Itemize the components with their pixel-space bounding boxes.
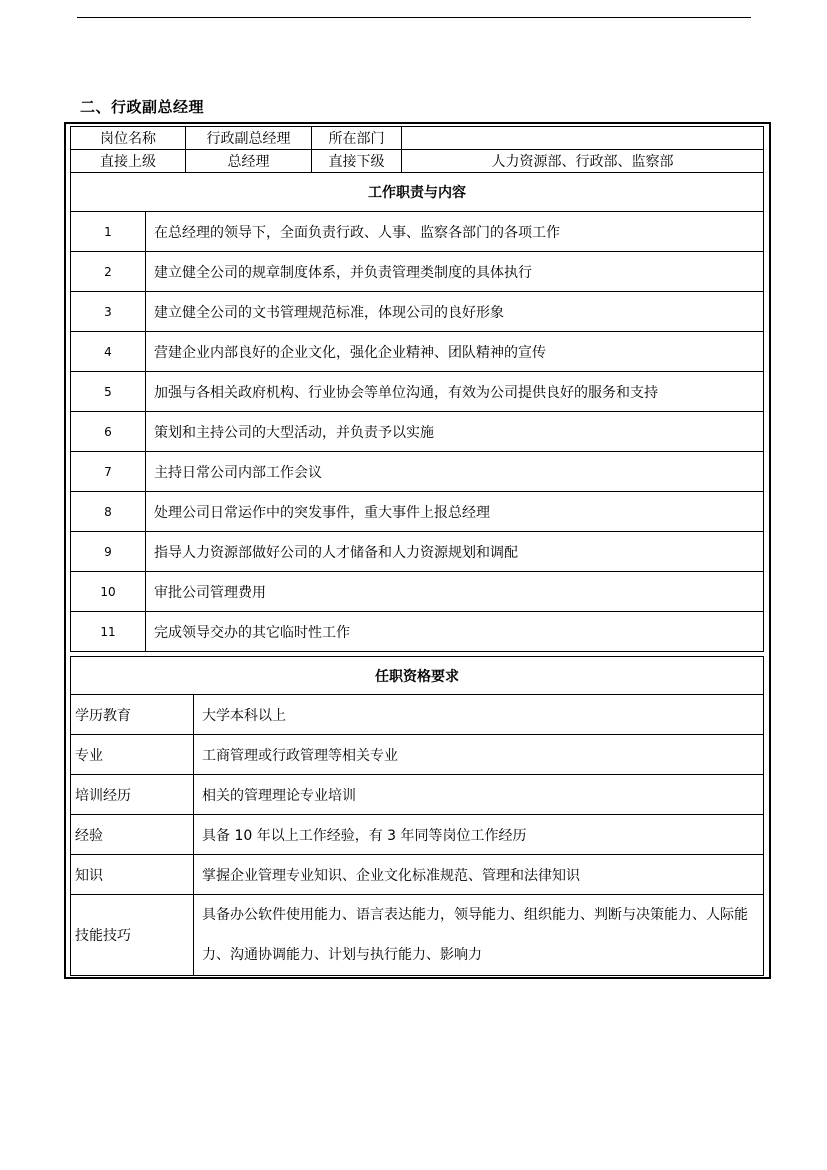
requirement-label: 专业 [71, 735, 194, 775]
subordinate-label: 直接下级 [312, 150, 402, 173]
duty-text: 完成领导交办的其它临时性工作 [146, 612, 764, 652]
duty-number: 8 [71, 492, 146, 532]
duty-text: 主持日常公司内部工作会议 [146, 452, 764, 492]
requirement-label: 技能技巧 [71, 895, 194, 976]
requirement-value: 具备办公软件使用能力、语言表达能力，领导能力、组织能力、判断与决策能力、人际能力、沟通协调能力、计划与执行能力、影响力 [194, 895, 764, 976]
requirements-table [70, 656, 764, 976]
duty-text: 审批公司管理费用 [146, 572, 764, 612]
duty-number: 11 [71, 612, 146, 652]
requirement-value: 工商管理或行政管理等相关专业 [194, 735, 764, 775]
position-label: 岗位名称 [71, 127, 186, 150]
duty-number: 5 [71, 372, 146, 412]
table-row [71, 412, 764, 452]
table-row [71, 775, 764, 815]
table-row [71, 292, 764, 332]
dept-value [402, 127, 764, 150]
duty-text: 策划和主持公司的大型活动，并负责予以实施 [146, 412, 764, 452]
table-row [71, 735, 764, 775]
table-row [71, 332, 764, 372]
subordinate-value: 人力资源部、行政部、监察部 [402, 150, 764, 173]
requirements-title: 任职资格要求 [71, 657, 764, 695]
duty-text: 加强与各相关政府机构、行业协会等单位沟通，有效为公司提供良好的服务和支持 [146, 372, 764, 412]
duty-number: 4 [71, 332, 146, 372]
table-row [71, 252, 764, 292]
duties-title-row [71, 173, 764, 212]
table-row [71, 572, 764, 612]
table-row [71, 212, 764, 252]
duty-text: 处理公司日常运作中的突发事件，重大事件上报总经理 [146, 492, 764, 532]
requirements-title-row [71, 657, 764, 695]
duties-title: 工作职责与内容 [71, 173, 764, 212]
requirement-label: 培训经历 [71, 775, 194, 815]
duty-number: 3 [71, 292, 146, 332]
section-title: 二、行政副总经理 [80, 98, 205, 116]
requirement-value: 掌握企业管理专业知识、企业文化标准规范、管理和法律知识 [194, 855, 764, 895]
position-value: 行政副总经理 [186, 127, 312, 150]
table-row [71, 895, 764, 976]
table-row [71, 855, 764, 895]
table-row [71, 492, 764, 532]
requirement-label: 经验 [71, 815, 194, 855]
table-row [71, 532, 764, 572]
position-row [71, 127, 764, 150]
duty-number: 9 [71, 532, 146, 572]
requirement-value: 大学本科以上 [194, 695, 764, 735]
duty-text: 建立健全公司的规章制度体系，并负责管理类制度的具体执行 [146, 252, 764, 292]
duty-text: 建立健全公司的文书管理规范标准，体现公司的良好形象 [146, 292, 764, 332]
dept-label: 所在部门 [312, 127, 402, 150]
duty-text: 指导人力资源部做好公司的人才储备和人力资源规划和调配 [146, 532, 764, 572]
table-row [71, 695, 764, 735]
duty-number: 6 [71, 412, 146, 452]
header-rule [77, 17, 751, 18]
requirement-label: 知识 [71, 855, 194, 895]
duty-text: 营建企业内部良好的企业文化，强化企业精神、团队精神的宣传 [146, 332, 764, 372]
duty-number: 2 [71, 252, 146, 292]
table-row [71, 815, 764, 855]
duty-number: 10 [71, 572, 146, 612]
requirement-value: 具备 10 年以上工作经验，有 3 年同等岗位工作经历 [194, 815, 764, 855]
duty-number: 1 [71, 212, 146, 252]
requirement-value: 相关的管理理论专业培训 [194, 775, 764, 815]
superior-label: 直接上级 [71, 150, 186, 173]
table-row [71, 372, 764, 412]
duty-text: 在总经理的领导下，全面负责行政、人事、监察各部门的各项工作 [146, 212, 764, 252]
reporting-row [71, 150, 764, 173]
superior-value: 总经理 [186, 150, 312, 173]
duty-number: 7 [71, 452, 146, 492]
requirement-label: 学历教育 [71, 695, 194, 735]
table-row [71, 452, 764, 492]
duties-table [70, 126, 764, 652]
table-row [71, 612, 764, 652]
